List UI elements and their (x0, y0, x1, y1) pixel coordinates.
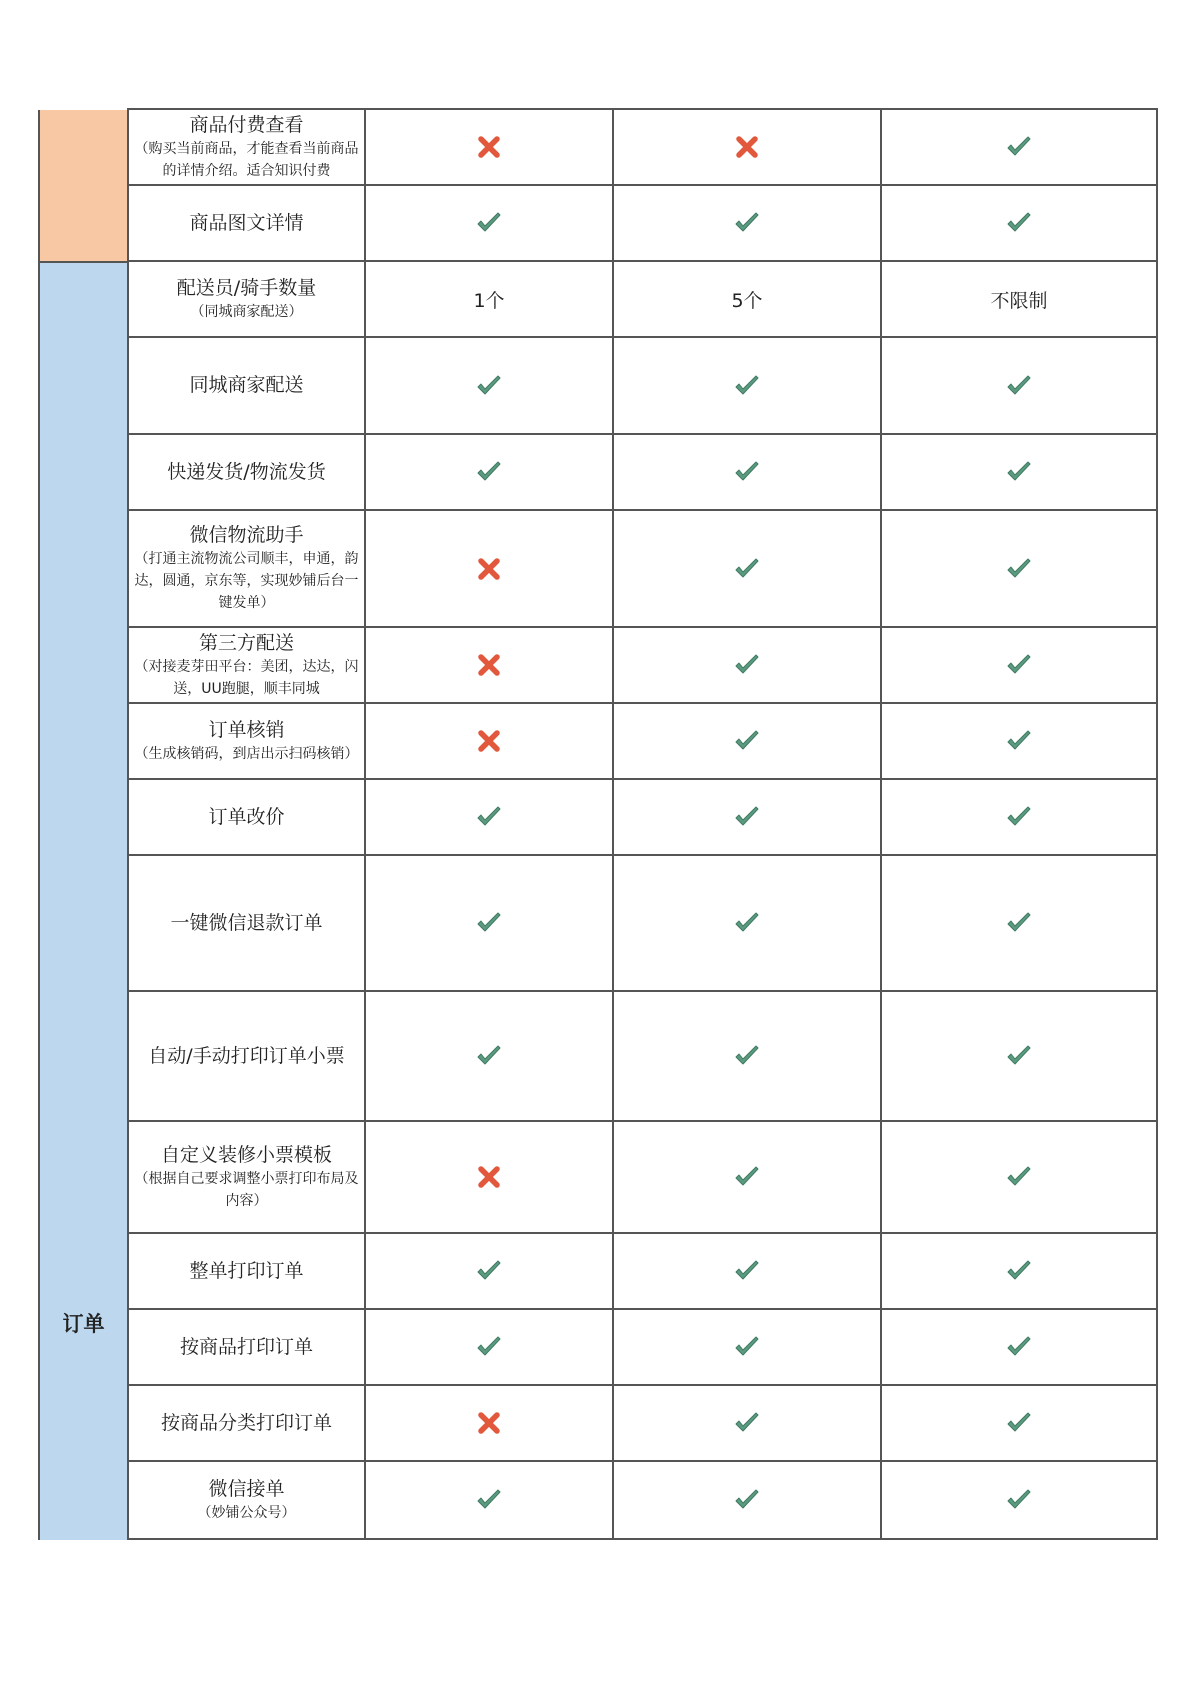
feature-title: 整单打印订单 (189, 1259, 304, 1282)
feature-cell (127, 1122, 366, 1234)
tier-1-cell (366, 110, 614, 186)
table-row (127, 1310, 1158, 1386)
tier-value: 5个 (731, 289, 763, 312)
tier-1-cell (366, 1386, 614, 1462)
check-icon (1006, 459, 1032, 485)
tier-3-cell (882, 262, 1158, 338)
tier-2-cell (614, 1462, 882, 1540)
tier-1-cell (366, 704, 614, 780)
check-icon (734, 1043, 760, 1069)
tier-2-cell (614, 110, 882, 186)
table-row (127, 992, 1158, 1122)
table-row (127, 704, 1158, 780)
feature-cell (127, 110, 366, 186)
category-product (38, 110, 127, 262)
check-icon (476, 1258, 502, 1284)
feature-title: 快递发货/物流发货 (167, 460, 326, 483)
table-row (127, 435, 1158, 511)
tier-3-cell (882, 186, 1158, 262)
check-icon (734, 1410, 760, 1436)
tier-2-cell (614, 704, 882, 780)
tier-value: 1个 (473, 289, 505, 312)
tier-1-cell (366, 1234, 614, 1310)
feature-note: （根据自己要求调整小票打印布局及内容） (134, 1170, 359, 1209)
check-icon (1006, 210, 1032, 236)
feature-cell (127, 186, 366, 262)
check-icon (476, 210, 502, 236)
tier-2-cell (614, 435, 882, 511)
check-icon (1006, 1258, 1032, 1284)
tier-3-cell (882, 511, 1158, 628)
check-icon (1006, 1043, 1032, 1069)
check-icon (1006, 910, 1032, 936)
tier-2-cell (614, 1386, 882, 1462)
tier-3-cell (882, 110, 1158, 186)
check-icon (476, 373, 502, 399)
feature-cell (127, 1386, 366, 1462)
cross-icon (476, 1410, 502, 1436)
feature-note: （对接麦芽田平台：美团，达达，闪送，UU跑腿，顺丰同城 (134, 658, 359, 697)
check-icon (734, 1164, 760, 1190)
feature-title: 微信物流助手 (189, 524, 304, 546)
check-icon (1006, 1410, 1032, 1436)
tier-1-cell (366, 856, 614, 992)
tier-3-cell (882, 1462, 1158, 1540)
tier-3-cell (882, 780, 1158, 856)
feature-title: 商品付费查看 (189, 113, 304, 136)
tier-1-cell (366, 628, 614, 704)
check-icon (1006, 652, 1032, 678)
feature-note: （同城商家配送） (190, 303, 303, 320)
category-label: 订单 (62, 1312, 105, 1336)
feature-cell (127, 992, 366, 1122)
category-order (38, 262, 127, 1540)
feature-title: 商品图文详情 (189, 211, 304, 234)
feature-title: 自动/手动打印订单小票 (148, 1044, 345, 1067)
feature-cell (127, 704, 366, 780)
check-icon (1006, 1334, 1032, 1360)
feature-title: 自定义装修小票模板 (160, 1143, 332, 1166)
table-row (127, 186, 1158, 262)
tier-1-cell (366, 1310, 614, 1386)
table-row (127, 1122, 1158, 1234)
table-row (127, 262, 1158, 338)
feature-title: 第三方配送 (198, 631, 294, 654)
tier-2-cell (614, 338, 882, 435)
tier-1-cell (366, 1462, 614, 1540)
check-icon (734, 652, 760, 678)
tier-3-cell (882, 628, 1158, 704)
tier-1-cell (366, 780, 614, 856)
check-icon (734, 210, 760, 236)
tier-2-cell (614, 1122, 882, 1234)
feature-cell (127, 856, 366, 992)
cross-icon (476, 556, 502, 582)
tier-2-cell (614, 628, 882, 704)
cross-icon (476, 652, 502, 678)
feature-cell (127, 1462, 366, 1540)
tier-3-cell (882, 704, 1158, 780)
check-icon (476, 1487, 502, 1513)
table-row (127, 856, 1158, 992)
tier-3-cell (882, 435, 1158, 511)
feature-note: （打通主流物流公司顺丰，申通，韵达，圆通，京东等，实现妙铺后台一键发单） (134, 551, 359, 611)
tier-value: 不限制 (990, 289, 1048, 312)
cross-icon (476, 728, 502, 754)
cross-icon (476, 134, 502, 160)
check-icon (476, 459, 502, 485)
check-icon (734, 1334, 760, 1360)
tier-2-cell (614, 186, 882, 262)
check-icon (1006, 1164, 1032, 1190)
feature-note: （妙铺公众号） (197, 1504, 296, 1521)
feature-cell (127, 780, 366, 856)
check-icon (1006, 373, 1032, 399)
check-icon (1006, 134, 1032, 160)
tier-3-cell (882, 1122, 1158, 1234)
feature-title: 一键微信退款订单 (170, 911, 323, 934)
tier-2-cell (614, 511, 882, 628)
tier-2-cell (614, 262, 882, 338)
tier-1-cell (366, 992, 614, 1122)
feature-cell (127, 435, 366, 511)
check-icon (734, 910, 760, 936)
check-icon (476, 804, 502, 830)
check-icon (734, 373, 760, 399)
table-row (127, 338, 1158, 435)
tier-1-cell (366, 1122, 614, 1234)
feature-note: （购买当前商品，才能查看当前商品的详情介绍。适合知识付费 (134, 140, 359, 179)
check-icon (734, 459, 760, 485)
feature-title: 按商品分类打印订单 (160, 1411, 332, 1434)
check-icon (1006, 556, 1032, 582)
check-icon (1006, 1487, 1032, 1513)
category-divider (38, 261, 127, 263)
check-icon (1006, 728, 1032, 754)
feature-title: 微信接单 (208, 1477, 285, 1500)
feature-cell (127, 262, 366, 338)
check-icon (734, 1487, 760, 1513)
tier-2-cell (614, 856, 882, 992)
check-icon (734, 728, 760, 754)
check-icon (734, 804, 760, 830)
check-icon (1006, 804, 1032, 830)
tier-3-cell (882, 338, 1158, 435)
table-row (127, 780, 1158, 856)
feature-title: 按商品打印订单 (179, 1335, 313, 1358)
table-row (127, 1386, 1158, 1462)
table-row (127, 1234, 1158, 1310)
feature-title: 同城商家配送 (189, 374, 304, 396)
feature-cell (127, 511, 366, 628)
table-row (127, 511, 1158, 628)
feature-title: 订单核销 (208, 718, 285, 741)
feature-title: 配送员/骑手数量 (176, 276, 317, 299)
table-row (127, 110, 1158, 186)
tier-3-cell (882, 992, 1158, 1122)
tier-2-cell (614, 1234, 882, 1310)
tier-3-cell (882, 1234, 1158, 1310)
tier-1-cell (366, 186, 614, 262)
feature-cell (127, 1310, 366, 1386)
feature-cell (127, 628, 366, 704)
check-icon (476, 910, 502, 936)
check-icon (476, 1043, 502, 1069)
check-icon (476, 1334, 502, 1360)
check-icon (734, 1258, 760, 1284)
tier-2-cell (614, 1310, 882, 1386)
tier-1-cell (366, 262, 614, 338)
cross-icon (734, 134, 760, 160)
tier-3-cell (882, 856, 1158, 992)
cross-icon (476, 1164, 502, 1190)
tier-2-cell (614, 780, 882, 856)
tier-1-cell (366, 338, 614, 435)
tier-1-cell (366, 511, 614, 628)
table-row (127, 1462, 1158, 1540)
table-row (127, 628, 1158, 704)
tier-3-cell (882, 1310, 1158, 1386)
tier-2-cell (614, 992, 882, 1122)
tier-3-cell (882, 1386, 1158, 1462)
feature-title: 订单改价 (208, 805, 285, 828)
check-icon (734, 556, 760, 582)
feature-cell (127, 1234, 366, 1310)
tier-1-cell (366, 435, 614, 511)
feature-cell (127, 338, 366, 435)
feature-note: （生成核销码，到店出示扫码核销） (134, 745, 359, 762)
